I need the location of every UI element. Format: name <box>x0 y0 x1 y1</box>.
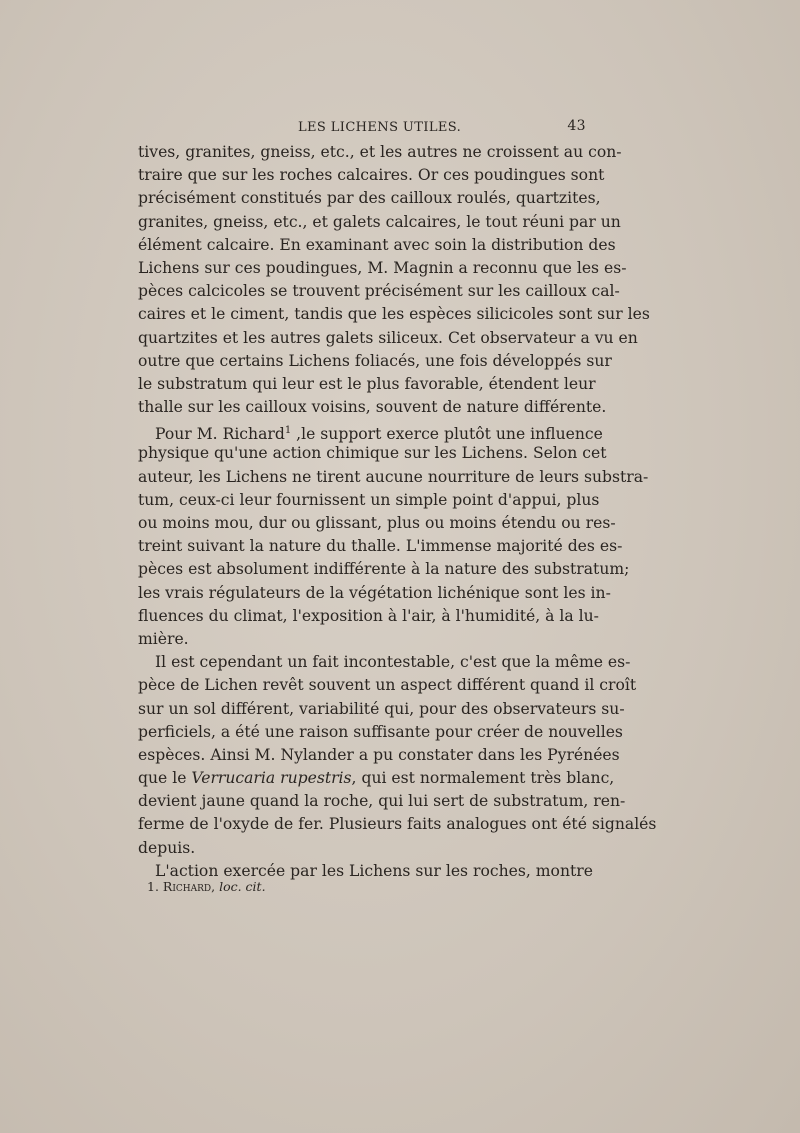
footnote-number: 1. <box>147 879 159 894</box>
text-line: le substratum qui leur est le plus favorable, étendent leur <box>138 374 596 393</box>
footnote <box>147 879 266 894</box>
text-run: , qui est normalement très blanc, <box>351 769 615 788</box>
text-line: tives, granites, gneiss, etc., et les autres ne croissent au con- <box>138 143 622 161</box>
text-line: quartzites et les autres galets siliceux. Cet observateur a vu en <box>138 328 638 347</box>
text-line: perficiels, a été une raison suffisante pour créer de nouvelles <box>138 722 623 741</box>
species-name: Verrucaria rupestris <box>191 769 352 788</box>
footnote-comma: , <box>211 879 220 894</box>
text-line: précisément constitués par des cailloux roulés, quartzites, <box>138 189 601 208</box>
text-line: tum, ceux-ci leur fournissent un simple point d'appui, plus <box>138 490 600 509</box>
footnote-ref-text: loc. cit. <box>219 879 266 894</box>
text-line: physique qu'une action chimique sur les Lichens. Selon cet <box>138 444 607 463</box>
text-line: les vrais régulateurs de la végétation lichénique sont les in- <box>138 583 611 602</box>
text-line: outre que certains Lichens foliacés, une fois développés sur <box>138 351 612 370</box>
text-line: devient jaune quand la roche, qui lui sert de substratum, ren- <box>138 792 626 811</box>
text-line: granites, gneiss, etc., et galets calcaires, le tout réuni par un <box>138 212 621 231</box>
text-line: pèces est absolument indifférente à la nature des substratum; <box>138 560 630 579</box>
text-line: caires et le ciment, tandis que les espèces silicicoles sont sur les <box>138 305 650 324</box>
text-line: sur un sol différent, variabilité qui, pour des observateurs su- <box>138 699 625 718</box>
page-number: 43 <box>567 118 586 134</box>
text-run: que le <box>138 769 192 788</box>
running-head <box>138 118 586 138</box>
text-line: depuis. <box>138 838 196 857</box>
text-line: L'action exercée par les Lichens sur les roches, montre <box>155 861 593 880</box>
text-line: ferme de l'oxyde de fer. Plusieurs faits analogues ont été signalés <box>138 815 657 834</box>
text-line: thalle sur les cailloux voisins, souvent de nature différente. <box>138 398 607 417</box>
text-line: ou moins mou, dur ou glissant, plus ou moins étendu ou res- <box>138 514 616 532</box>
text-line: pèces calcicoles se trouvent précisément sur les cailloux cal- <box>138 282 620 301</box>
text-line <box>138 419 603 444</box>
footnote-author: Richard <box>162 879 212 894</box>
footnote-ref: 1 <box>284 425 292 437</box>
running-title: LES LICHENS UTILES. <box>298 120 462 135</box>
text-line: élément calcaire. En examinant avec soin la distribution des <box>138 235 616 254</box>
text-line: traire que sur les roches calcaires. Or ces poudingues sont <box>138 166 605 185</box>
text-line <box>138 767 615 790</box>
text-line: auteur, les Lichens ne tirent aucune nourriture de leurs substra- <box>138 467 649 486</box>
text-line: Lichens sur ces poudingues, M. Magnin a reconnu que les es- <box>138 258 627 277</box>
text-line: mière. <box>138 629 189 648</box>
text-run: ,le support exerce plutôt une influence <box>291 425 603 444</box>
text-line: treint suivant la nature du thalle. L'immense majorité des es- <box>138 537 623 556</box>
body-text <box>138 141 657 883</box>
text-run: Pour M. Richard <box>155 425 285 444</box>
text-line: fluences du climat, l'exposition à l'air, à l'humidité, à la lu- <box>138 606 599 625</box>
text-line: pèce de Lichen revêt souvent un aspect différent quand il croît <box>138 676 637 695</box>
text-line: espèces. Ainsi M. Nylander a pu constater dans les Pyrénées <box>138 745 620 764</box>
text-line: Il est cependant un fait incontestable, c'est que la même es- <box>155 653 631 672</box>
